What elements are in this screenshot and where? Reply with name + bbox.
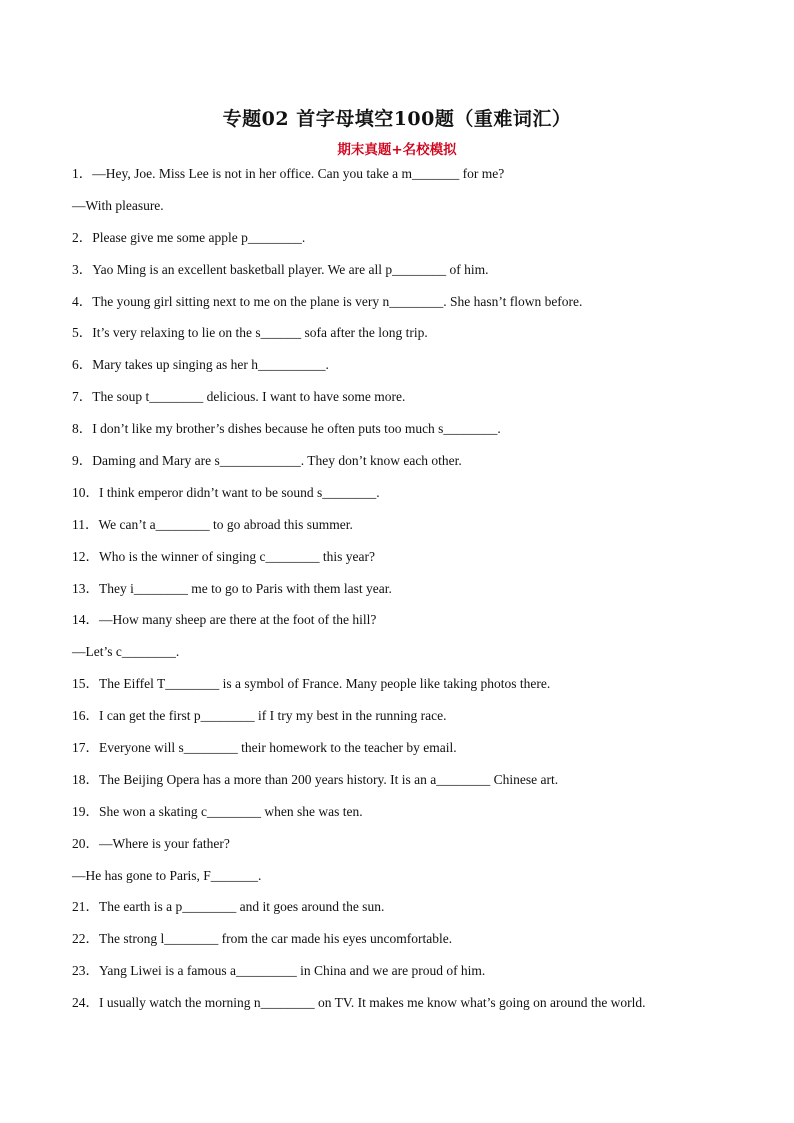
question-line: 2．Please give me some apple p________. <box>72 229 306 245</box>
question-line: 9．Daming and Mary are s____________. They don’t know each other. <box>72 453 462 469</box>
question-line: 4．The young girl sitting next to me on the plane is very n________. She hasn’t flown before. <box>72 293 583 309</box>
question-line: 22．The strong l________ from the car made his eyes uncomfortable. <box>72 931 453 947</box>
question-line: 19．She won a skating c________ when she was ten. <box>72 803 363 819</box>
question-line: 20．—Where is your father? <box>72 835 230 851</box>
answer-line: —With pleasure. <box>72 197 164 213</box>
question-line: 24．I usually watch the morning n________ on TV. It makes me know what’s going on around the world. <box>72 995 646 1011</box>
question-line: 7．The soup t________ delicious. I want to have some more. <box>72 389 406 405</box>
question-line: 11．We can’t a________ to go abroad this summer. <box>72 516 353 532</box>
answer-line: —Let’s c________. <box>72 644 180 660</box>
question-line: 23．Yang Liwei is a famous a_________ in China and we are proud of him. <box>72 963 486 979</box>
question-line: 21．The earth is a p________ and it goes around the sun. <box>72 899 385 915</box>
question-line: 18．The Beijing Opera has a more than 200 years history. It is an a________ Chinese art. <box>72 771 559 787</box>
question-line: 6．Mary takes up singing as her h__________. <box>72 357 329 373</box>
answer-line: —He has gone to Paris, F_______. <box>72 867 262 883</box>
page-subtitle: 期末真题+名校模拟 <box>337 142 457 158</box>
page-title: 专题02 首字母填空100题（重难词汇） <box>222 108 572 130</box>
question-line: 1．—Hey, Joe. Miss Lee is not in her office. Can you take a m_______ for me? <box>72 166 505 181</box>
question-line: 3．Yao Ming is an excellent basketball player. We are all p________ of him. <box>72 261 489 277</box>
question-line: 13．They i________ me to go to Paris with them last year. <box>72 580 392 596</box>
question-list <box>72 164 732 1025</box>
question-line: 12．Who is the winner of singing c________ this year? <box>72 548 375 564</box>
question-line: 10．I think emperor didn’t want to be sound s________. <box>72 484 380 500</box>
question-line: 16．I can get the first p________ if I try my best in the running race. <box>72 708 447 724</box>
question-line: 14．—How many sheep are there at the foot of the hill? <box>72 612 377 628</box>
question-line: 5．It’s very relaxing to lie on the s______ sofa after the long trip. <box>72 325 428 341</box>
question-line: 8．I don’t like my brother’s dishes because he often puts too much s________. <box>72 421 501 437</box>
question-line: 15．The Eiffel T________ is a symbol of France. Many people like taking photos there. <box>72 676 551 692</box>
question-line: 17．Everyone will s________ their homework to the teacher by email. <box>72 740 457 756</box>
